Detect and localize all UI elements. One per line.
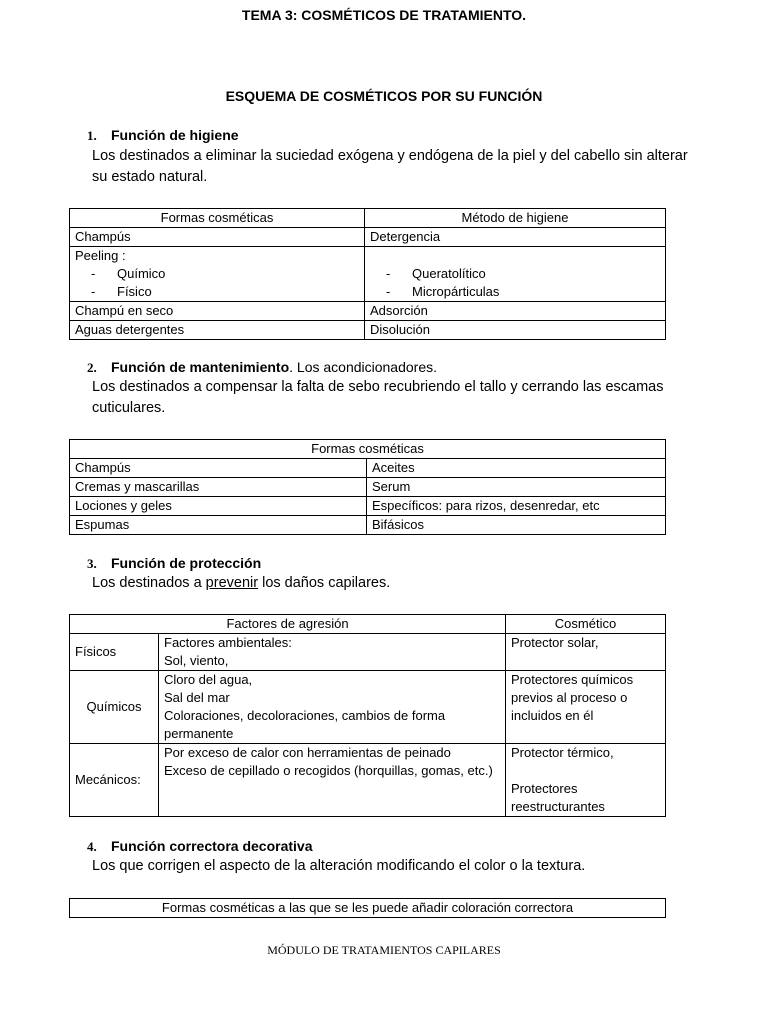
section-2-number: 2.	[87, 360, 97, 375]
page-footer: MÓDULO DE TRATAMIENTOS CAPILARES	[267, 943, 501, 957]
table-row	[70, 228, 666, 247]
section-3-number: 3.	[87, 556, 97, 571]
protection-table	[69, 614, 666, 817]
table-cell: Detergencia	[365, 228, 666, 247]
dash: -	[91, 284, 96, 299]
table-cell: Bifásicos	[367, 516, 666, 535]
cell-line: Protector térmico,	[511, 745, 614, 760]
section-3-heading	[87, 555, 261, 572]
table-row	[70, 634, 666, 671]
table-cell: Protector solar,	[506, 634, 666, 671]
desc-underlined: prevenir	[205, 575, 259, 591]
table-cell: Aguas detergentes	[70, 321, 365, 340]
page-title: TEMA 3: COSMÉTICOS DE TRATAMIENTO.	[241, 7, 527, 23]
table-row	[70, 478, 666, 497]
table-cell: Disolución	[365, 321, 666, 340]
list-item	[370, 265, 660, 283]
peeling-label: Peeling :	[75, 248, 126, 263]
section-2-title: Función de mantenimiento	[111, 359, 290, 375]
section-1-number: 1.	[87, 128, 97, 143]
peeling-cell	[70, 247, 365, 302]
section-4-title: Función correctora decorativa	[111, 838, 313, 854]
table-row	[70, 302, 666, 321]
table-header-row	[70, 899, 666, 918]
hygiene-table	[69, 208, 666, 340]
section-1-heading	[87, 127, 239, 144]
table-cell	[506, 744, 666, 817]
cell-line: Sol, viento,	[164, 653, 229, 668]
desc-text: los daños capilares.	[258, 575, 391, 591]
list-item	[75, 265, 359, 283]
list-item-label: Queratolítico	[412, 266, 486, 281]
list-item-label: Físico	[117, 284, 152, 299]
section-4-number: 4.	[87, 839, 97, 854]
table-row	[70, 321, 666, 340]
list-item	[370, 283, 660, 301]
header-formas: Formas cosméticas	[70, 209, 365, 228]
table-cell: Aceites	[367, 459, 666, 478]
table-cell: Adsorción	[365, 302, 666, 321]
section-2-description: Los destinados a compensar la falta de sebo recubriendo el tallo y cerrando las escamas cuticulares.	[92, 379, 664, 416]
table-row	[70, 459, 666, 478]
method-cell	[365, 247, 666, 302]
table-cell: Espumas	[70, 516, 367, 535]
header-cosmetico: Cosmético	[506, 615, 666, 634]
header-metodo: Método de higiene	[365, 209, 666, 228]
header-formas: Formas cosméticas	[70, 440, 666, 459]
table-header-row	[70, 440, 666, 459]
list-item-label: Químico	[117, 266, 166, 281]
table-cell: Cremas y mascarillas	[70, 478, 367, 497]
table-cell: Champús	[70, 228, 365, 247]
section-3-title: Función de protección	[111, 555, 262, 571]
table-row	[70, 497, 666, 516]
table-cell: Champús	[70, 459, 367, 478]
table-row	[70, 247, 666, 302]
row-label-fisicos: Físicos	[70, 634, 159, 671]
maintenance-table	[69, 439, 666, 535]
dash: -	[91, 266, 96, 281]
section-1-title: Función de higiene	[111, 127, 239, 143]
table-header-row	[70, 209, 666, 228]
page-subtitle: ESQUEMA DE COSMÉTICOS POR SU FUNCIÓN	[225, 88, 543, 104]
section-2-heading	[87, 359, 437, 376]
cell-line: Cloro del agua,	[164, 672, 253, 687]
list-item-label: Micropárticulas	[412, 284, 500, 299]
cell-line: Protectores reestructurantes	[511, 781, 605, 814]
table-cell: Lociones y geles	[70, 497, 367, 516]
table-header-row	[70, 615, 666, 634]
cell-line: Exceso de cepillado o recogidos (horquillas, gomas, etc.)	[164, 763, 493, 778]
section-4-heading	[87, 838, 313, 855]
section-1-description: Los destinados a eliminar la suciedad exógena y endógena de la piel y del cabello sin alterar su estado natural.	[92, 148, 688, 185]
desc-text: Los destinados a	[92, 575, 206, 591]
header-formas-correctora: Formas cosméticas a las que se les puede añadir coloración correctora	[70, 899, 666, 918]
header-factores: Factores de agresión	[70, 615, 506, 634]
row-label-mecanicos: Mecánicos:	[70, 744, 159, 817]
table-cell: Champú en seco	[70, 302, 365, 321]
table-cell	[159, 671, 506, 744]
cell-line: Coloraciones, decoloraciones, cambios de forma permanente	[164, 708, 446, 741]
dash: -	[386, 284, 391, 299]
table-cell: Protectores químicos previos al proceso o incluidos en él	[506, 671, 666, 744]
section-2-title-rest: . Los acondicionadores.	[289, 359, 437, 375]
table-row	[70, 671, 666, 744]
cell-line: Factores ambientales:	[164, 635, 292, 650]
table-cell	[159, 744, 506, 817]
table-row	[70, 516, 666, 535]
table-cell: Específicos: para rizos, desenredar, etc	[367, 497, 666, 516]
corrective-table	[69, 898, 666, 918]
cell-line: Sal del mar	[164, 690, 230, 705]
section-3-description	[92, 573, 692, 594]
table-cell	[159, 634, 506, 671]
dash: -	[386, 266, 391, 281]
table-row	[70, 744, 666, 817]
list-item	[75, 283, 359, 301]
table-cell: Serum	[367, 478, 666, 497]
cell-line: Por exceso de calor con herramientas de peinado	[164, 745, 451, 760]
row-label-quimicos: Químicos	[70, 671, 159, 744]
section-4-description: Los que corrigen el aspecto de la alteración modificando el color o la textura.	[92, 858, 586, 874]
